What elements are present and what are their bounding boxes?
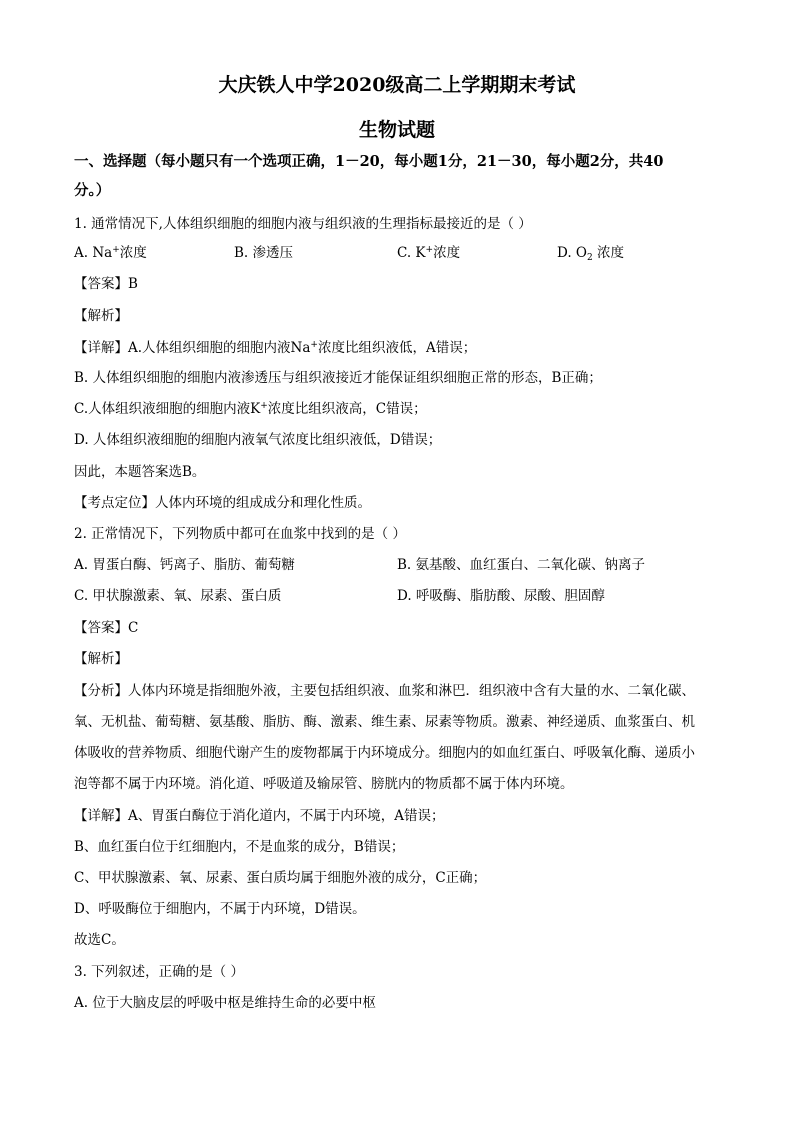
section-heading-line1: 一、选择题（每小题只有一个选项正确，1－20，每小题1分，21－30，每小题2分，共40 [74,153,664,170]
section-heading-line2: 分。） [74,182,111,199]
q2-detail-a: 【详解】A、胃蛋白酶位于消化道内，不属于内环境，A错误； [74,808,445,824]
q2-fenxi-line4: 泡等都不属于内环境。消化道、呼吸道及输尿管、膀胱内的物质都不属于体内环境。 [74,776,574,792]
q2-option-c: C. 甲状腺激素、氧、尿素、蛋白质 [74,588,282,604]
q1-detail-a: 【详解】A.人体组织细胞的细胞内液Na+浓度比组织液低，A错误； [74,340,477,356]
q2-option-a: A. 胃蛋白酶、钙离子、脂肪、葡萄糖 [74,557,295,573]
q1-analysis-label: 【解析】 [74,308,128,324]
q2-analysis-label: 【解析】 [74,651,128,667]
q2-conclusion: 故选C。 [74,932,125,948]
q1-detail-b: B. 人体组织细胞的细胞内液渗透压与组织液接近才能保证组织细胞正常的形态，B正确； [74,370,602,386]
q1-stem: 1. 通常情况下,人体组织细胞的细胞内液与组织液的生理指标最接近的是（ ） [74,216,532,232]
q2-detail-b: B、血红蛋白位于红细胞内，不是血浆的成分，B错误； [74,839,405,855]
q3-stem: 3. 下列叙述，正确的是（ ） [74,964,244,980]
q2-answer: 【答案】C [74,620,139,636]
q2-fenxi-line1: 【分析】人体内环境是指细胞外液，主要包括组织液、血浆和淋巴．组织液中含有大量的水、二氧化碳、 [74,683,695,699]
q1-kaodian: 【考点定位】人体内环境的组成成分和理化性质。 [74,495,371,511]
exam-title: 大庆铁人中学2020级高二上学期期末考试 [218,74,576,96]
q3-option-a: A. 位于大脑皮层的呼吸中枢是维持生命的必要中枢 [74,995,376,1011]
q2-stem: 2. 正常情况下，下列物质中都可在血浆中找到的是（ ） [74,526,406,542]
q2-option-b: B. 氨基酸、血红蛋白、二氧化碳、钠离子 [397,557,646,573]
q1-option-c: C. K+浓度 [397,245,461,261]
q1-conclusion: 因此，本题答案选B。 [74,464,206,480]
q2-fenxi-line2: 氧、无机盐、葡萄糖、氨基酸、脂肪、酶、激素、维生素、尿素等物质。激素、神经递质、血浆蛋白、机 [74,714,695,730]
q1-option-a: A. Na+浓度 [74,245,147,261]
q1-detail-d: D. 人体组织液细胞的细胞内液氧气浓度比组织液低，D错误； [74,432,442,448]
q2-detail-d: D、呼吸酶位于细胞内，不属于内环境，D错误。 [74,901,366,917]
exam-subtitle: 生物试题 [358,119,435,141]
q1-option-b: B. 渗透压 [234,245,294,261]
q2-option-d: D. 呼吸酶、脂肪酸、尿酸、胆固醇 [397,588,605,604]
q2-fenxi-line3: 体吸收的营养物质、细胞代谢产生的废物都属于内环境成分。细胞内的如血红蛋白、呼吸氧化酶、递质小 [74,745,695,761]
q1-detail-c: C.人体组织液细胞的细胞内液K+浓度比组织液高，C错误； [74,401,427,417]
q1-answer: 【答案】B [74,276,138,292]
q1-option-d: D. $O_2$ 浓度 [557,245,625,263]
q2-detail-c: C、甲状腺激素、氧、尿素、蛋白质均属于细胞外液的成分，C正确； [74,870,487,886]
